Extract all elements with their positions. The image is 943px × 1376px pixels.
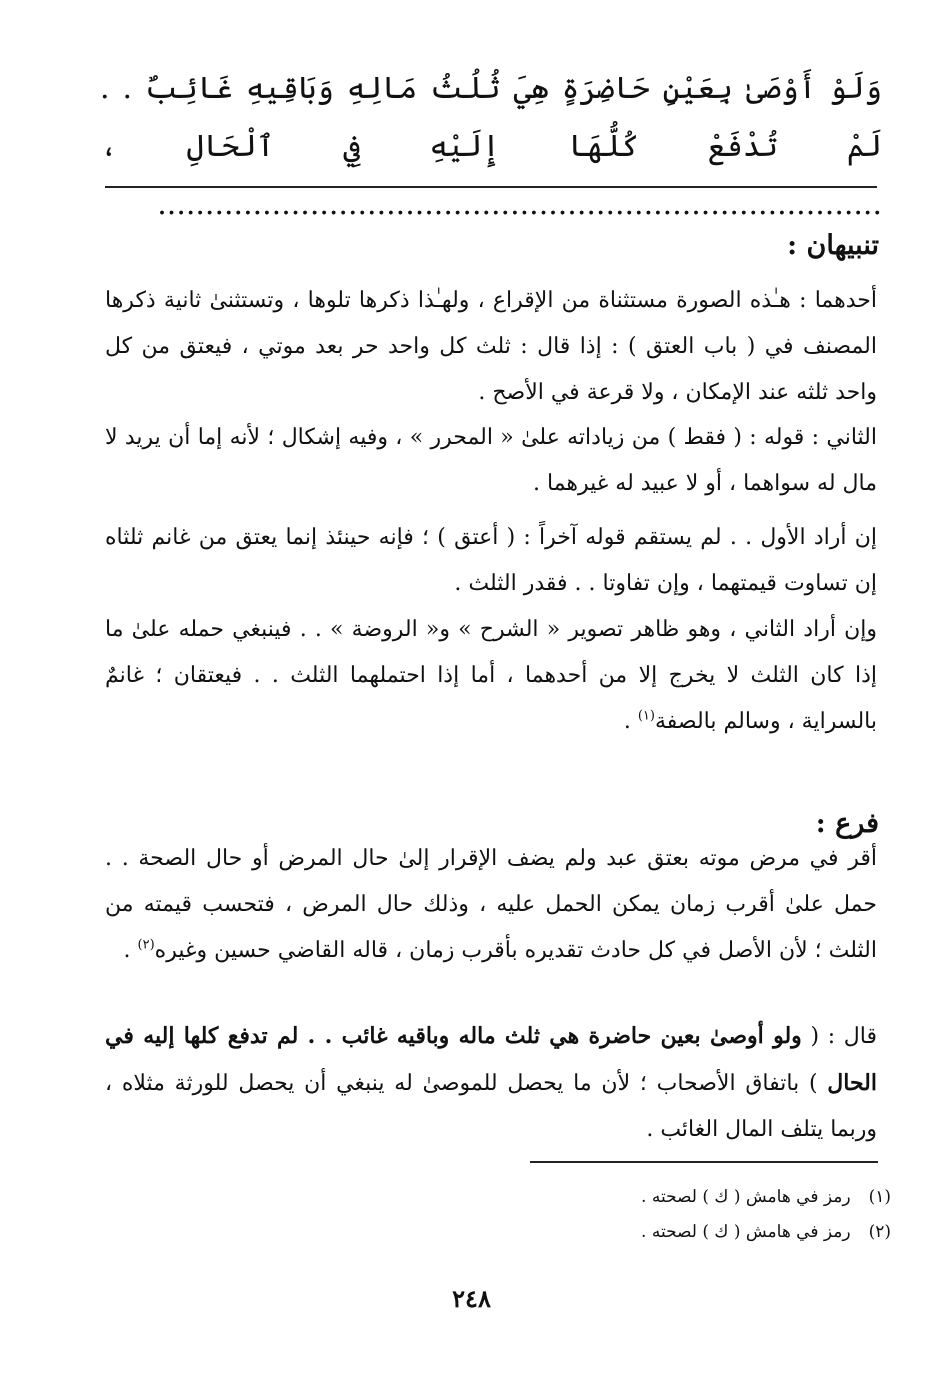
footnote-number: (١)	[868, 1187, 891, 1207]
section-heading-far: فرع :	[815, 808, 879, 839]
matn-dots: ............................................................................	[157, 187, 882, 222]
paragraph-first: أحدهما : هـٰذه الصورة مستثناة من الإقراع ، ولهـٰذا ذكرها تلوها ، وتستثنىٰ ثانية ذكرها المصنف في ( باب العتق ) : إذا قال : ثلث كل واحد حر بعد موتي ، فيعتق من كل واحد ثلثه عند الإمكان ، ولا قرعة في الأصح .	[105, 288, 877, 405]
matn-line: وَلَوْ أَوْصَىٰ بِعَيْنٍ حَاضِرَةٍ هِيَ ثُلُثُ مَالِهِ وَبَاقِيهِ غَائِبٌ . . لَمْ تُدْفَعْ كُلُّهَا إِلَيْهِ فِي ٱلْحَالِ ،	[100, 71, 882, 164]
qala-quoted-matn: ولو أوصىٰ بعين حاضرة هي ثلث ماله وباقيه غائب . . لم تدفع كلها إليه في الحال	[105, 1023, 877, 1096]
footnote-text: رمز في هامش ( ك ) لصحته .	[641, 1187, 851, 1207]
footnote-text: رمز في هامش ( ك ) لصحته .	[641, 1222, 851, 1242]
footnote-divider	[530, 1161, 878, 1163]
qala-prefix: قال : (	[801, 1024, 877, 1049]
paragraph-fourth-text: وإن أراد الثاني ، وهو ظاهر تصوير « الشرح » و« الروضة » . . فينبغي حمله علىٰ ما إذا كان الثلث لا يخرج إلا من أحدهما ، أما إذا احتملهما الثلث . . فيعتقان ؛ غانمٌ بالسراية ، وسالم بالصفة	[105, 617, 877, 734]
footnote-ref-1[interactable]: (١)	[637, 708, 655, 724]
paragraph-fourth-end: .	[623, 709, 638, 734]
paragraph-second: الثاني : قوله : ( فقط ) من زياداته علىٰ « المحرر » ، وفيه إشكال ؛ لأنه إما أن يريد لا مال له سواهما ، أو لا عبيد له غيرهما .	[105, 425, 877, 496]
footnotes-list	[371, 1180, 891, 1250]
qala-commentary: ) باتفاق الأصحاب ؛ لأن ما يحصل للموصىٰ له ينبغي أن يحصل للورثة مثلاه ، وربما يتلف المال الغائب .	[105, 1071, 877, 1142]
paragraph-qala	[105, 1013, 877, 1153]
paragraph-fourth	[105, 607, 877, 745]
footnote-number: (٢)	[868, 1222, 891, 1242]
paragraph-far-end: .	[123, 938, 138, 963]
paragraph-far-body: أقر في مرض موته بعتق عبد ولم يضف الإقرار إلىٰ حال المرض أو حال الصحة . . حمل علىٰ أقرب زمان يمكن الحمل عليه ، وذلك حال المرض ، فتحسب قيمته من الثلث ؛ لأن الأصل في كل حادث تقديره بأقرب زمان ، قاله القاضي حسين وغيره	[105, 846, 877, 963]
footnote-item	[371, 1180, 891, 1215]
section-heading-tanbihan: تنبيهان :	[787, 230, 879, 261]
footnote-ref-2[interactable]: (٢)	[137, 937, 155, 953]
paragraph-third: إن أراد الأول . . لم يستقم قوله آخراً : ( أعتق ) ؛ فإنه حينئذ إنما يعتق من غانم ثلثاه إن تساوت قيمتهما ، وإن تفاوتا . . فقدر الثلث .	[105, 525, 877, 596]
paragraph-far-text	[105, 836, 877, 974]
matn-divider	[105, 186, 877, 188]
page-number: ٢٤٨	[452, 1284, 491, 1313]
matn-text	[100, 60, 882, 234]
footnote-item	[371, 1215, 891, 1250]
